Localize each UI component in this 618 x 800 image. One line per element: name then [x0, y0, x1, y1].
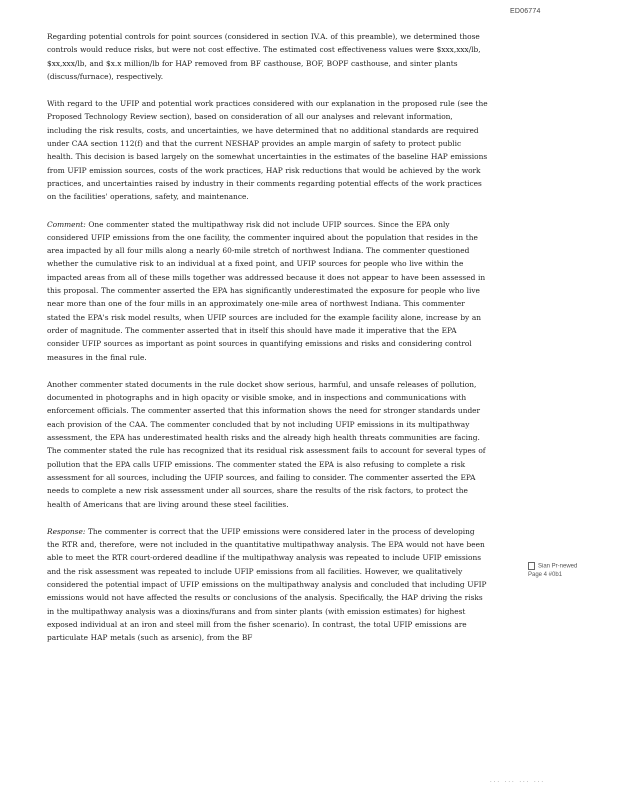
document-id: ED06774 [510, 8, 541, 15]
paragraph-2 [47, 97, 489, 203]
paragraph-text: Another commenter stated documents in the rule docket show serious, harmful, and unsafe releases of pollution, documented in photographs and in high opacity or visible smoke, and in inspections and communications with enforcement officials. The commenter asserted that this information shows the need for stronger standards under each provision of the CAA. The commenter concluded that by not including UFIP emissions in its multipathway assessment, the EPA has underestimated health risks and the already high health threats communities are facing. The commenter stated the rule has recognized that its residual risk assessment fails to account for several types of pollution that the EPA calls UFIP emissions. The commenter stated the EPA is also refusing to complete a risk assessment for all sources, including the UFIP sources, and failing to consider. The commenter asserted the EPA needs to complete a new risk assessment under all sources, share the results of the risk factors, to protect the health of Americans that are living around these steel facilities. [47, 379, 486, 509]
paragraph-response [47, 525, 489, 645]
margin-comment[interactable] [528, 562, 608, 579]
paragraph-text: Regarding potential controls for point sources (considered in section IV.A. of this preamble), we determined those controls would reduce risks, but were not cost effective. The estimated cost effectiveness values were $xxx,xxx/lb, $xx,xxx/lb, and $x.x million/lb for HAP removed from BF casthouse, BOF, BOPF casthouse, and sinter plants (discuss/furnace), respectively. [47, 32, 481, 81]
paragraph-text: One commenter stated the multipathway risk did not include UFIP sources. Since the EPA only considered UFIP emissions from the one facility, the commenter inquired about the population that resides in the area impacted by all four mills along a nearly 60-mile stretch of northwest Indiana. The commenter questioned whether the cumulative risk to an individual at a fixed point, and UFIP sources for people who live within the impacted areas from all of these mills together was addressed because it does not appear to have been assessed in this proposal. The commenter asserted the EPA has significantly underestimated the exposure for people who live near more than one of the four mills in an approximately one-mile area of northwest Indiana. This commenter stated the EPA's risk model results, when UFIP sources are included for the example facility alone, increase by an order of magnitude. The commenter asserted that in itself this should have made it imperative that the EPA consider UFIP sources as important as point sources in quantifying emissions and risks and considering control measures in the final rule. [47, 219, 486, 362]
paragraph-1 [47, 30, 489, 83]
page-footer: ... ... ... ... [490, 778, 546, 784]
paragraph-text: With regard to the UFIP and potential work practices considered with our explanation in the proposed rule (see the Proposed Technology Review section), based on consideration of all our analyses and relevant information, including the risk results, costs, and uncertainties, we have determined that no additional standards are required under CAA section 112(f) and that the current NESHAP provides an ample margin of safety to protect public health. This decision is based largely on the somewhat uncertainties in the estimates of the baseline HAP emissions from UFIP emission sources, costs of the work practices, HAP risk reductions that would be achieved by the work practices, and uncertainties raised by industry in their comments regarding potential effects of the work practices on the facilities' operations, safety, and maintenance. [47, 99, 488, 202]
comment-icon [528, 562, 535, 570]
margin-comment-sub: Page 4 #0b1 [528, 571, 563, 578]
paragraph-comment [47, 218, 489, 364]
paragraph-text: The commenter is correct that the UFIP emissions were considered later in the process of developing the RTR and, therefore, were not included in the quantitative multipathway analysis. The EPA would not have been able to meet the RTR court-ordered deadline if the multipathway analysis was repeated to include UFIP emissions and the risk assessment was repeated to include UFIP emissions from all facilities. However, we qualitatively considered the potential impact of UFIP emissions on the multipathway analysis and concluded that including UFIP emissions would not have affected the results or conclusions of the analysis. Specifically, the HAP driving the risks in the multipathway analysis was a dioxins/furans and from sinter plants (with emission estimates) for highest exposed individual at an iron and steel mill from the fisher scenario). In contrast, the total UFIP emissions are particulate HAP metals (such as arsenic), from the BF [47, 526, 487, 643]
paragraph-lead: Comment: [47, 219, 86, 229]
paragraph-4 [47, 378, 489, 511]
page-body [47, 30, 489, 658]
margin-comment-label: Sian Pr-newed [538, 563, 578, 570]
paragraph-lead: Response: [47, 526, 86, 536]
